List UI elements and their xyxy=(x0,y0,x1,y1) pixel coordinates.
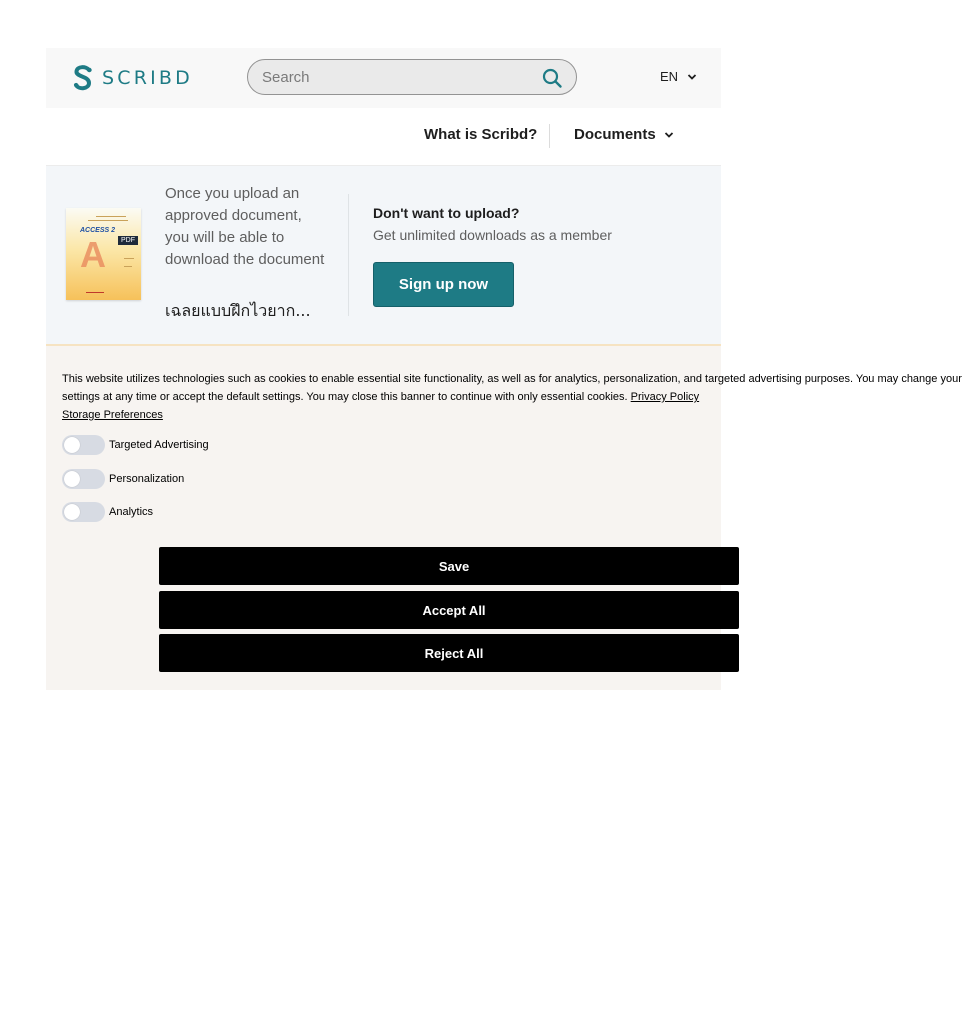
search-input[interactable] xyxy=(262,60,532,94)
promo-subheading: Get unlimited downloads as a member xyxy=(373,227,612,243)
promo-heading: Don't want to upload? xyxy=(373,205,520,221)
thumbnail-graphic: A xyxy=(80,234,106,275)
accept-all-button[interactable]: Accept All xyxy=(159,591,739,629)
toggle-row-targeted-advertising xyxy=(62,435,209,455)
nav-bar xyxy=(46,108,721,166)
chevron-down-icon xyxy=(687,73,697,81)
document-thumbnail[interactable] xyxy=(66,208,141,300)
thumbnail-title: ACCESS 2 xyxy=(80,227,116,234)
save-button[interactable]: Save xyxy=(159,547,739,585)
toggle-label: Analytics xyxy=(109,506,154,518)
search-bar xyxy=(247,59,577,95)
thumbnail-line xyxy=(86,292,104,293)
nav-documents-label: Documents xyxy=(574,126,656,143)
personalization-toggle[interactable] xyxy=(62,469,105,489)
nav-divider xyxy=(549,124,550,148)
thumbnail-line xyxy=(96,216,126,217)
upload-promo xyxy=(46,166,721,344)
toggle-label: Personalization xyxy=(109,473,185,485)
toggle-row-analytics xyxy=(62,502,153,522)
upload-message: Once you upload an approved document, you will be able to download the document xyxy=(165,185,325,268)
scribd-logo[interactable] xyxy=(72,65,193,91)
reject-all-button[interactable]: Reject All xyxy=(159,634,739,672)
language-label: EN xyxy=(660,69,679,84)
privacy-policy-link[interactable]: Privacy Policy xyxy=(630,391,700,403)
cookie-message-line xyxy=(62,406,762,424)
thumbnail-line xyxy=(124,258,134,259)
top-header xyxy=(46,48,721,108)
logo-wordmark: SCRIBD xyxy=(102,67,193,89)
cookie-message xyxy=(62,370,962,424)
promo-divider xyxy=(348,194,349,316)
thumbnail-line xyxy=(124,266,132,267)
sign-up-button[interactable]: Sign up now xyxy=(373,262,514,307)
pdf-badge: PDF xyxy=(118,236,138,245)
cookie-message-text: settings at any time or accept the default settings. You may close this banner to continue with only essential cookies. xyxy=(62,391,628,403)
cookie-message-line xyxy=(62,388,762,406)
language-selector[interactable] xyxy=(660,69,697,84)
toggle-knob xyxy=(64,504,80,520)
scribd-page xyxy=(46,48,962,690)
toggle-knob xyxy=(64,437,80,453)
toggle-knob xyxy=(64,471,80,487)
toggle-label: Targeted Advertising xyxy=(109,439,209,451)
targeted-advertising-toggle[interactable] xyxy=(62,435,105,455)
nav-what-is-scribd[interactable]: What is Scribd? xyxy=(424,126,538,143)
search-icon[interactable] xyxy=(542,68,562,88)
cookie-message-line: This website utilizes technologies such as cookies to enable essential site functionality, as well as for analytics, personalization, and targeted advertising purposes. You may change your xyxy=(62,373,962,385)
scribd-logo-icon xyxy=(72,65,94,91)
nav-documents-dropdown[interactable] xyxy=(574,126,674,143)
document-title[interactable]: เฉลยแบบฝึกไวยาก... xyxy=(165,301,311,320)
analytics-toggle[interactable] xyxy=(62,502,105,522)
cookie-banner xyxy=(46,344,962,690)
chevron-down-icon xyxy=(664,131,674,139)
toggle-row-personalization xyxy=(62,469,184,489)
storage-preferences-link[interactable]: Storage Preferences xyxy=(62,409,163,421)
thumbnail-line xyxy=(88,220,128,221)
